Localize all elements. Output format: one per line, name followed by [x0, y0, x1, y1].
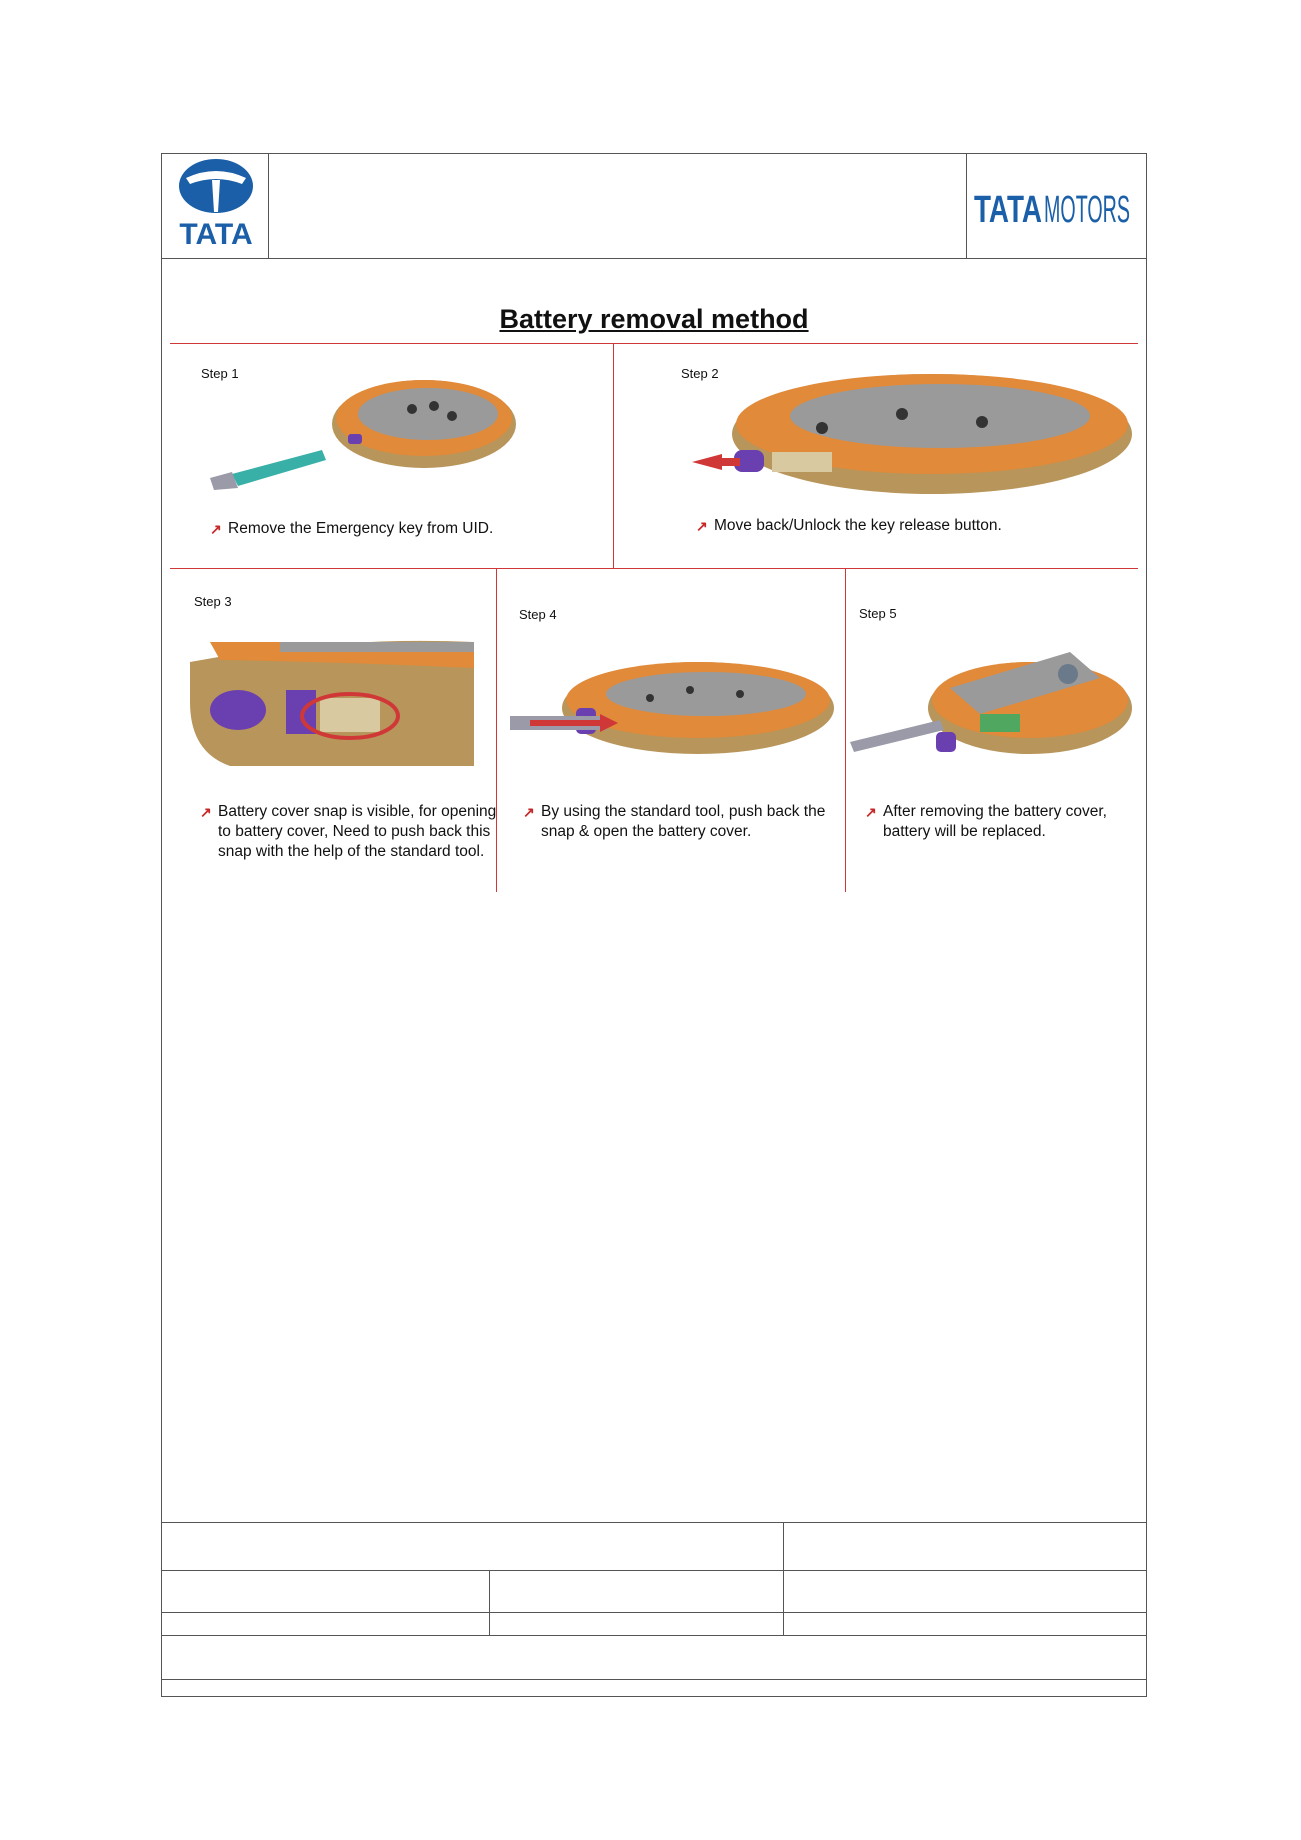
- step-4-label: Step 4: [519, 607, 557, 622]
- step-1-caption: ↗ Remove the Emergency key from UID.: [210, 520, 494, 537]
- svg-text:TATA: TATA: [974, 189, 1042, 231]
- page-title: Battery removal method: [499, 304, 809, 334]
- svg-text:TATA: TATA: [179, 218, 253, 251]
- arrow-up-right-icon: ↗: [523, 804, 535, 820]
- step-1-label: Step 1: [201, 366, 239, 381]
- step-5-label: Step 5: [859, 606, 897, 621]
- arrow-up-right-icon: ↗: [200, 804, 212, 820]
- tata-logo: [168, 156, 264, 254]
- svg-text:MOTORS: MOTORS: [1044, 189, 1130, 231]
- document-frame: [161, 153, 1147, 1697]
- step-4-caption: ↗ By using the standard tool, push back the snap & open the battery cover.: [523, 803, 826, 840]
- step-2-caption: ↗ Move back/Unlock the key release button.: [696, 517, 1002, 534]
- arrow-up-right-icon: ↗: [210, 521, 222, 537]
- arrow-up-right-icon: ↗: [696, 518, 708, 534]
- tata-motors-logo: [974, 182, 1134, 232]
- step-1-illustration: [202, 354, 532, 514]
- step-2-illustration: [682, 354, 1142, 514]
- step-3-label: Step 3: [194, 594, 232, 609]
- arrow-up-right-icon: ↗: [865, 804, 877, 820]
- step-5-illustration: [850, 638, 1140, 768]
- step-3-caption: ↗ Battery cover snap is visible, for opening to battery cover, Need to push back this snap with the help of the standard tool.: [200, 803, 497, 860]
- step-2-label: Step 2: [681, 366, 719, 381]
- step-4-illustration: [510, 646, 840, 766]
- step-3-illustration: [190, 642, 474, 766]
- step-5-caption: ↗ After removing the battery cover, battery will be replaced.: [865, 803, 1107, 840]
